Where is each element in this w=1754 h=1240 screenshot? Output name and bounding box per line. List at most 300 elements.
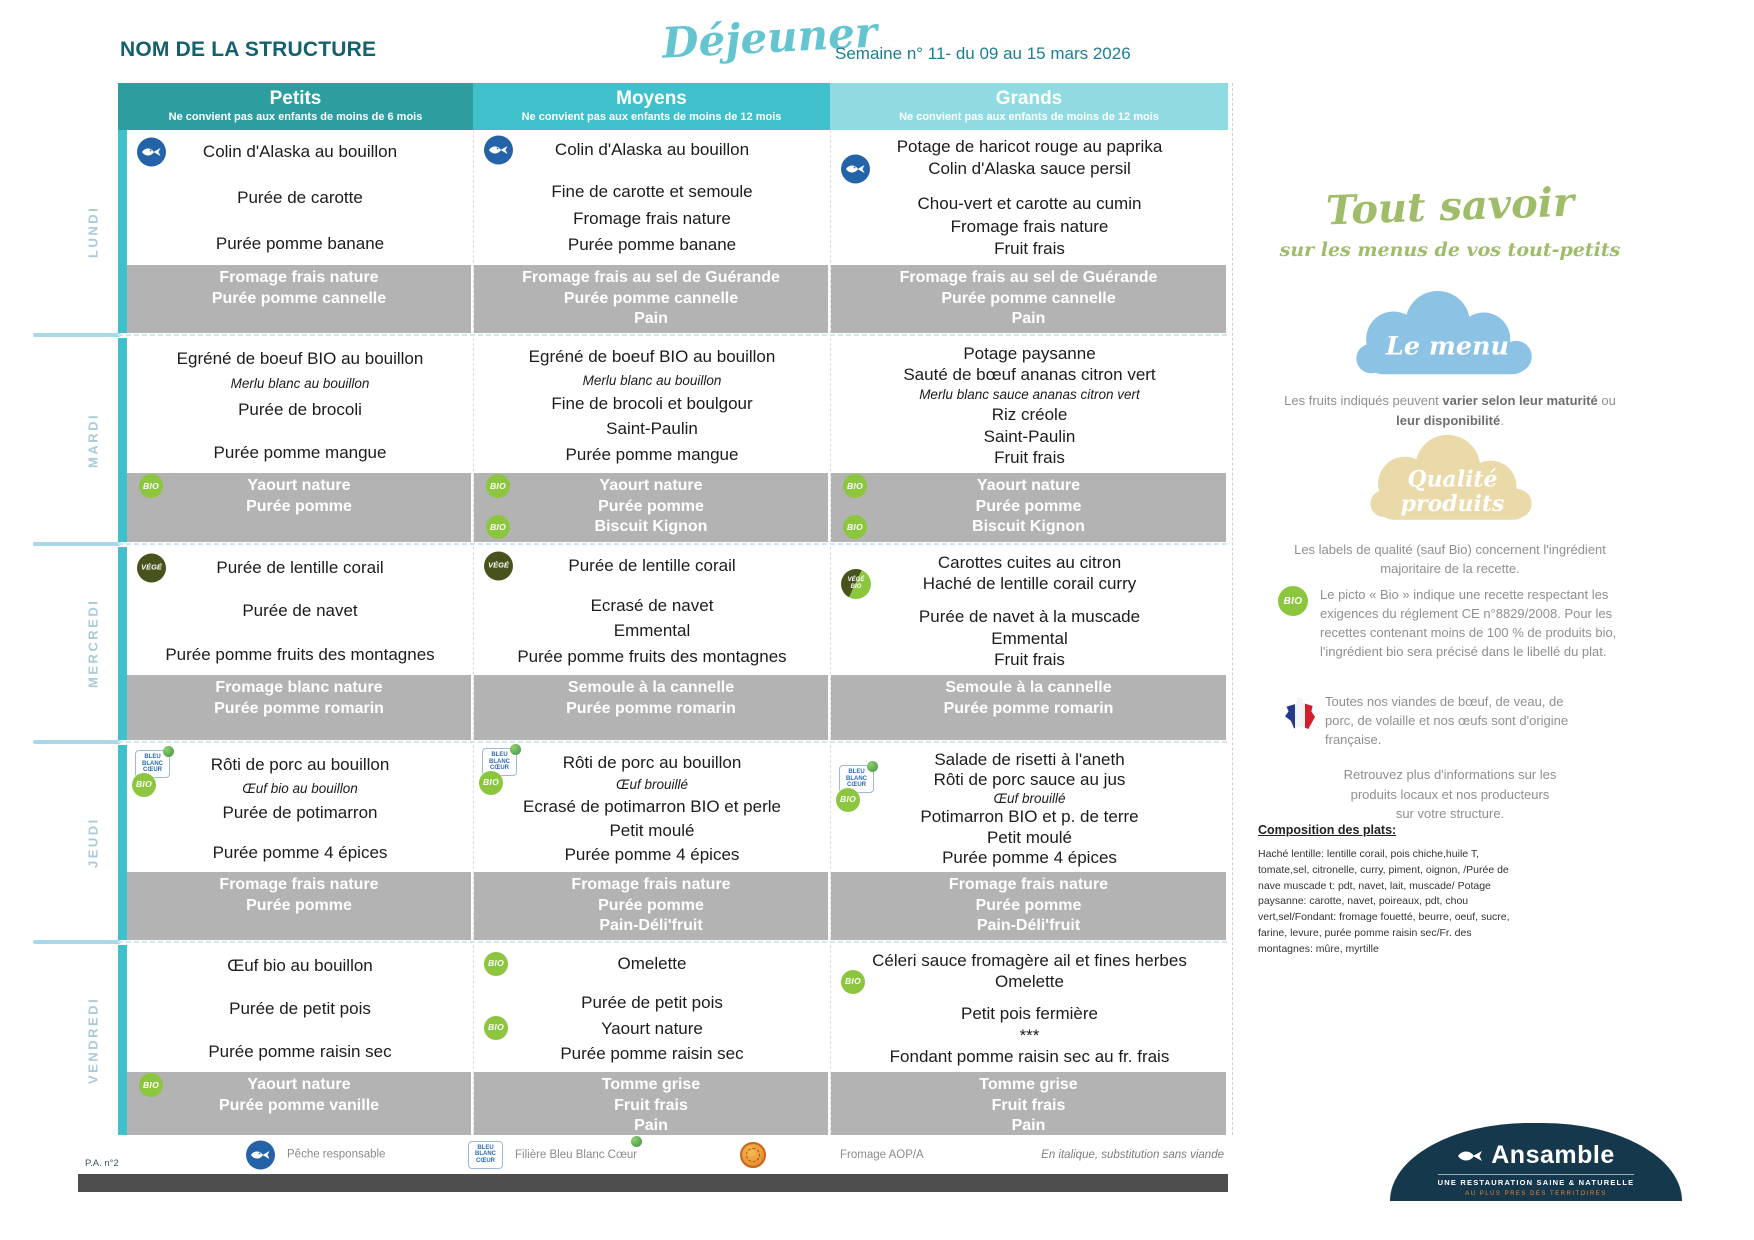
menu-item: [127, 234, 473, 253]
menu-item: [831, 159, 1228, 178]
gouter-item: [474, 1116, 828, 1137]
item-text: Pain-Déli'fruit: [599, 917, 703, 934]
bbc-bio-icons: [135, 750, 170, 797]
menu-item: [474, 1019, 830, 1038]
item-text: Fruit frais: [614, 1096, 688, 1114]
menu-item: [831, 951, 1228, 970]
menu-cell-grands: [830, 945, 1228, 1135]
menu-cell-moyens: [473, 945, 830, 1135]
item-text: Œuf brouillé: [993, 790, 1066, 806]
item-text: Tomme grise: [979, 1076, 1078, 1093]
item-text: Purée pomme 4 épices: [942, 848, 1117, 868]
menu-cell-petits: [127, 130, 473, 333]
gouter-item: [127, 875, 471, 896]
gouter-band: [127, 675, 471, 740]
gouter-band: [831, 473, 1226, 542]
bio-icon: BIO: [843, 474, 867, 498]
menu-item: [127, 171, 473, 179]
item-text: Ecrasé de navet: [590, 595, 714, 615]
day-rows: [85, 130, 1228, 1135]
item-text: Purée pomme cannelle: [941, 289, 1116, 307]
column-headers: [118, 83, 1228, 130]
item-text: Purée pomme fruits des montagnes: [165, 644, 435, 664]
main-dishes: [831, 130, 1228, 265]
item-text: Purée pomme 4 épices: [564, 844, 740, 864]
gouter-band: [127, 265, 471, 333]
vege-bio-icon: VÉGÉ BIO: [841, 569, 871, 599]
item-text: Purée pomme romarin: [566, 699, 736, 717]
item-text: Potage de haricot rouge au paprika: [896, 136, 1163, 156]
item-text: Biscuit Kignon: [972, 518, 1085, 535]
fruits-note-part: ou: [1597, 393, 1616, 408]
main-dishes: [127, 338, 473, 473]
day-row-lundi: [85, 130, 1228, 333]
day-label: MARDI: [85, 412, 101, 468]
menu-item: [127, 558, 473, 577]
menu-item: [127, 1026, 473, 1034]
item-text: Omelette: [995, 972, 1064, 992]
menu-item: [831, 239, 1228, 258]
menu-item: [831, 344, 1228, 363]
column-header-petits: [118, 83, 473, 130]
item-text: Yaourt nature: [976, 477, 1081, 494]
menu-item: [474, 979, 830, 987]
bio-icon: BIO: [484, 952, 508, 976]
gouter-item: [474, 517, 828, 538]
item-text: Purée pomme romarin: [214, 699, 384, 717]
gouter-item: [831, 289, 1226, 310]
item-text: Fruit frais: [994, 650, 1065, 670]
menu-item: [831, 182, 1228, 190]
item-text: Œuf bio au bouillon: [227, 955, 373, 975]
bleu-blanc-coeur-logo: BLEU BLANC CŒUR: [839, 765, 874, 793]
menu-item: [831, 994, 1228, 1002]
origin-note-row: [1285, 693, 1595, 750]
main-dishes: [831, 945, 1228, 1072]
day-label: VENDREDI: [85, 996, 101, 1084]
gouter-item: [831, 497, 1226, 518]
column-title: Moyens: [616, 88, 687, 109]
gouter-item: [127, 678, 471, 699]
menu-item: [127, 956, 473, 975]
item-text: Œuf bio au bouillon: [242, 780, 358, 796]
gouter-item: [474, 896, 828, 917]
item-text: Yaourt nature: [599, 477, 703, 494]
menu-item: [474, 821, 830, 840]
gouter-band: [474, 675, 828, 740]
fruits-note: [1280, 391, 1620, 430]
menu-item: [831, 650, 1228, 669]
fish-icon: [484, 135, 513, 164]
fish-icon: [137, 137, 166, 166]
item-text: Purée pomme: [246, 896, 352, 914]
gouter-band: [474, 872, 828, 940]
menu-item: [831, 553, 1228, 572]
menu-cell-grands: [830, 130, 1228, 333]
aop-icon: [740, 1142, 766, 1168]
day-accent-bar: [118, 945, 127, 1135]
day-row-mardi: [85, 338, 1228, 542]
item-text: Fruit frais: [994, 239, 1065, 259]
fruits-note-part: varier: [1442, 393, 1478, 408]
menu-item: [831, 629, 1228, 648]
item-text: Biscuit Kignon: [594, 518, 708, 535]
menu-item: [474, 140, 830, 159]
main-dishes: [831, 338, 1228, 473]
menu-cell-petits: [127, 945, 473, 1135]
gouter-item: [474, 309, 828, 330]
item-text: Purée pomme: [975, 896, 1082, 914]
menu-item: [127, 188, 473, 207]
item-text: Tomme grise: [601, 1076, 701, 1093]
sidebar-subtitle: sur les menus de vos tout-petits: [1279, 239, 1621, 261]
item-text: Fromage frais nature: [571, 876, 731, 893]
legend-row: [118, 1135, 1228, 1174]
legend-icon-slot: [246, 1140, 275, 1169]
menu-item: [127, 1042, 473, 1061]
item-text: Purée pomme fruits des montagnes: [517, 646, 787, 666]
item-text: Yaourt nature: [247, 477, 351, 494]
sidebar-title: Tout savoir: [1325, 178, 1575, 235]
menu-item: [474, 347, 830, 366]
gouter-item: [474, 1075, 828, 1096]
item-text: Purée de potimarron: [222, 802, 378, 822]
item-text: Colin d'Alaska sauce persil: [928, 159, 1131, 179]
menu-item: [831, 574, 1228, 593]
item-text: Purée de navet à la muscade: [918, 606, 1141, 626]
item-text: Rôti de porc au bouillon: [210, 754, 390, 774]
legend-label: Fromage AOP/A: [840, 1148, 924, 1161]
menu-item: [127, 601, 473, 620]
bleu-blanc-coeur-logo: BLEU BLANC CŒUR: [482, 748, 517, 776]
item-text: Ecrasé de potimarron BIO et perle: [523, 797, 781, 816]
menu-item: [127, 142, 473, 161]
menu-item: [831, 807, 1228, 826]
bbc-bio-icons: [482, 748, 517, 795]
item-text: Emmental: [613, 621, 691, 641]
gouter-item: [474, 678, 828, 699]
fruits-note-part: leur disponibilité: [1396, 412, 1501, 428]
gouter-item: [474, 268, 828, 289]
main-dishes: [127, 745, 473, 872]
item-text: Fromage frais au sel de Guérande: [522, 269, 780, 286]
item-text: Purée pomme raisin sec: [208, 1041, 392, 1061]
item-text: Purée pomme mangue: [565, 444, 739, 464]
item-text: Yaourt nature: [601, 1018, 703, 1038]
brand-line: [1390, 1141, 1682, 1170]
day-label: LUNDI: [85, 205, 101, 258]
bio-icon: BIO: [132, 773, 156, 797]
menu-item: [127, 999, 473, 1018]
labels-note: Les labels de qualité (sauf Bio) concernent l'ingrédient majoritaire de la recette.: [1294, 542, 1606, 576]
menu-item: [831, 828, 1228, 847]
gouter-item: [127, 289, 471, 310]
item-text: Purée pomme vanille: [218, 1096, 380, 1114]
item-text: Haché de lentille corail curry: [922, 574, 1137, 594]
gouter-item: [831, 916, 1226, 937]
cloud-le-menu-label: Le menu: [1385, 331, 1510, 362]
item-text: Colin d'Alaska au bouillon: [202, 142, 398, 162]
day-row-mercredi: [85, 547, 1228, 740]
menu-item: [474, 621, 830, 640]
day-accent-bar: [118, 547, 127, 740]
gouter-band: [474, 265, 828, 333]
gouter-item: [127, 1096, 471, 1117]
menu-item: [831, 791, 1228, 806]
menu-item: [474, 845, 830, 864]
item-text: Purée pomme raisin sec: [560, 1043, 744, 1063]
item-text: Sauté de bœuf ananas citron vert: [903, 365, 1156, 385]
bio-note-row: [1278, 586, 1620, 661]
item-text: Merlu blanc au bouillon: [582, 372, 722, 388]
menu-cell-petits: [127, 745, 473, 940]
item-text: Saint-Paulin: [606, 419, 698, 439]
menu-item: [474, 445, 830, 464]
main-dishes: [127, 130, 473, 265]
gouter-item: [474, 875, 828, 896]
menu-item: [831, 750, 1228, 769]
gouter-item: [831, 268, 1226, 289]
menu-item: [127, 443, 473, 462]
menu-item: [474, 394, 830, 413]
menu-item: [474, 596, 830, 615]
ansamble-logo: [1390, 1123, 1682, 1201]
column-title: Petits: [269, 88, 322, 109]
main-dishes: [127, 547, 473, 675]
item-text: Riz créole: [991, 404, 1068, 424]
column-header-grands: [830, 83, 1228, 130]
menu-item: [474, 1044, 830, 1063]
item-text: Potimarron BIO et p. de terre: [920, 807, 1139, 827]
sidebar-separator: [1232, 83, 1233, 1135]
vege-icon: VÉGÉ: [484, 551, 513, 580]
item-text: Petit moulé: [609, 820, 695, 840]
item-text: Pain-Déli'fruit: [976, 917, 1081, 934]
legend-item-aop: [730, 1142, 924, 1168]
gouter-band: [474, 1072, 828, 1135]
menu-item: [474, 777, 830, 792]
brand-fish-icon: [1457, 1148, 1483, 1164]
item-text: Fromage frais nature: [573, 208, 731, 228]
item-text: Purée de lentille corail: [216, 558, 384, 578]
bio-icon: BIO: [139, 474, 163, 498]
main-dishes: [831, 745, 1228, 872]
item-text: ***: [1019, 1025, 1040, 1045]
item-text: Purée pomme: [598, 896, 704, 914]
menu-item: [127, 349, 473, 368]
item-text: Purée pomme: [246, 497, 352, 515]
gouter-item: [831, 1096, 1226, 1117]
bio-icon: BIO: [139, 1073, 163, 1097]
pa-note: P.A. n°2: [85, 1158, 119, 1169]
day-label: MERCREDI: [85, 598, 101, 689]
item-text: Fromage frais nature: [948, 876, 1109, 893]
gouter-item: [831, 678, 1226, 699]
menu-item: [474, 209, 830, 228]
menu-cell-petits: [127, 338, 473, 542]
brand-tagline: UNE RESTAURATION SAINE & NATURELLE: [1438, 1174, 1635, 1187]
item-text: Petit moulé: [986, 827, 1073, 847]
gouter-item: [831, 309, 1226, 330]
gouter-item: [831, 699, 1226, 720]
item-text: Purée pomme: [975, 497, 1082, 515]
menu-item: [831, 848, 1228, 867]
menu-item: [474, 582, 830, 590]
gouter-item: [474, 289, 828, 310]
menu-item: [831, 387, 1228, 402]
bio-icon: BIO: [836, 788, 860, 812]
gouter-item: [474, 699, 828, 720]
menu-cell-moyens: [473, 338, 830, 542]
gouter-item: [127, 476, 471, 497]
item-text: Merlu blanc sauce ananas citron vert: [919, 387, 1140, 403]
menu-item: [127, 645, 473, 664]
menu-item: [831, 972, 1228, 991]
item-text: Œuf brouillé: [615, 776, 689, 792]
item-text: Fromage frais nature: [950, 216, 1109, 236]
composition-title: Composition des plats:: [1258, 823, 1397, 837]
menu-item: [474, 167, 830, 175]
column-header-moyens: [473, 83, 830, 130]
gouter-band: [127, 1072, 471, 1135]
menu-item: [474, 556, 830, 575]
menu-item: [127, 585, 473, 593]
gouter-band: [474, 473, 828, 542]
item-text: Pain: [634, 310, 668, 327]
column-note: Ne convient pas aux enfants de moins de 12 mois: [521, 111, 782, 123]
menu-item: [831, 607, 1228, 626]
menu-cell-moyens: [473, 547, 830, 740]
item-text: Pain: [1011, 310, 1046, 327]
structure-name: NOM DE LA STRUCTURE: [120, 38, 377, 61]
day-accent-bar: [118, 338, 127, 542]
day-row-vendredi: [85, 945, 1228, 1135]
item-text: Purée de brocoli: [238, 399, 362, 419]
gouter-band: [831, 265, 1226, 333]
item-text: Pain: [1011, 1117, 1046, 1134]
column-note: Ne convient pas aux enfants de moins de 12 mois: [899, 111, 1159, 123]
item-text: Purée de lentille corail: [568, 556, 736, 576]
origin-note: Toutes nos viandes de bœuf, de veau, de porc, de volaille et nos œufs sont d'origine française.: [1325, 694, 1569, 747]
menu-item: [127, 629, 473, 637]
item-text: Emmental: [991, 628, 1068, 648]
gouter-item: [127, 497, 471, 518]
item-text: Semoule à la cannelle: [567, 679, 735, 696]
menu-item: [831, 405, 1228, 424]
item-text: Fromage blanc nature: [215, 679, 383, 696]
menu-item: [831, 1004, 1228, 1023]
more-info-note: Retrouvez plus d'informations sur les produits locaux et nos producteurs sur votre structure.: [1343, 767, 1557, 821]
menu-item: [831, 596, 1228, 604]
menu-item: [127, 427, 473, 435]
composition-text: Haché lentille: lentille corail, pois chiche,huile T, tomate,sel, citronelle, curry, piment, oignon, /Purée de nave muscade t: pdt, navet, lait, muscade/ Potage paysanne: carotte, navet, poireaux, pdt, chou vert,sel/Fondant: fromage fouetté, beurre, oeuf, sucre, farine, levure, purée pomme raisin sec/Fr. des montagnes: mûre, myrtille: [1258, 848, 1510, 955]
fruits-note-part: Les fruits indiqués peuvent: [1284, 393, 1443, 408]
france-map-icon: [1285, 697, 1315, 729]
main-dishes: [474, 945, 830, 1072]
item-text: Purée pomme banane: [567, 235, 737, 255]
item-text: Purée de carotte: [237, 187, 363, 207]
menu-item: [127, 828, 473, 836]
menu-item: [831, 1047, 1228, 1066]
legend-item-bbc: [468, 1141, 637, 1169]
menu-item: [474, 647, 830, 666]
legend-label: Pêche responsable: [287, 1148, 386, 1161]
brand-name: Ansamble: [1491, 1141, 1615, 1169]
item-text: Pain: [634, 1117, 668, 1134]
item-text: Saint-Paulin: [983, 426, 1076, 446]
bio-icon: BIO: [1278, 586, 1308, 616]
menu-cell-moyens: [473, 745, 830, 940]
bio-icon: BIO: [841, 970, 865, 994]
gouter-band: [127, 872, 471, 940]
item-text: Purée pomme: [598, 497, 704, 515]
main-dishes: [474, 745, 830, 872]
item-text: Merlu blanc au bouillon: [230, 376, 370, 392]
italic-substitution-note: En italique, substitution sans viande: [1041, 1148, 1224, 1161]
vege-icon: VÉGÉ: [137, 553, 166, 582]
menu-cell-grands: [830, 745, 1228, 940]
item-text: Purée de navet: [242, 601, 358, 621]
menu-cell-grands: [830, 338, 1228, 542]
gouter-band: [127, 473, 471, 542]
week-label: Semaine n° 11- du 09 au 15 mars 2026: [835, 44, 1131, 63]
gouter-item: [474, 476, 828, 497]
item-text: Carottes cuites au citron: [937, 552, 1122, 572]
menu-item: [474, 993, 830, 1012]
cloud-qualite-produits: [1355, 431, 1550, 536]
item-text: Egréné de boeuf BIO au bouillon: [176, 349, 424, 369]
menu-item: [127, 781, 473, 796]
bio-icon: BIO: [486, 515, 510, 539]
fish-icon: [246, 1140, 275, 1169]
cloud-qualite-line2: produits: [1400, 491, 1505, 518]
menu-item: [831, 365, 1228, 384]
legend-label: Filière Bleu Blanc Cœur: [515, 1148, 638, 1161]
gouter-band: [831, 675, 1226, 740]
main-dishes: [831, 547, 1228, 675]
item-text: Salade de risetti à l'aneth: [934, 749, 1125, 769]
item-text: Purée de petit pois: [229, 998, 371, 1018]
gouter-item: [127, 699, 471, 720]
menu-item: [127, 803, 473, 822]
menu-item: [831, 137, 1228, 156]
gouter-item: [474, 916, 828, 937]
brand-subtagline: AU PLUS PRES DES TERRITOIRES: [1465, 1191, 1607, 1197]
info-sidebar: [1250, 83, 1650, 1233]
fruits-note-part: .: [1500, 412, 1504, 428]
menu-cell-petits: [127, 547, 473, 740]
menu-item: [474, 235, 830, 254]
gouter-item: [831, 896, 1226, 917]
gouter-item: [474, 1096, 828, 1117]
item-text: Fine de carotte et semoule: [551, 182, 753, 202]
item-text: Purée pomme cannelle: [211, 289, 387, 307]
item-text: Purée pomme cannelle: [563, 289, 739, 307]
legend-item-peche: [246, 1140, 385, 1169]
main-dishes: [474, 130, 830, 265]
legend-icon-slot: [730, 1142, 756, 1168]
menu-item: [831, 1026, 1228, 1045]
item-text: Purée de petit pois: [581, 993, 723, 1013]
cloud-le-menu: [1340, 288, 1555, 386]
menu-item: [831, 448, 1228, 467]
column-note: Ne convient pas aux enfants de moins de 6 mois: [168, 111, 423, 123]
item-text: Fruit frais: [994, 448, 1065, 468]
menu-item: [474, 797, 830, 816]
menu-item: [474, 182, 830, 201]
menu-item: [127, 216, 473, 224]
bleu-blanc-coeur-logo: BLEU BLANC CŒUR: [135, 750, 170, 778]
